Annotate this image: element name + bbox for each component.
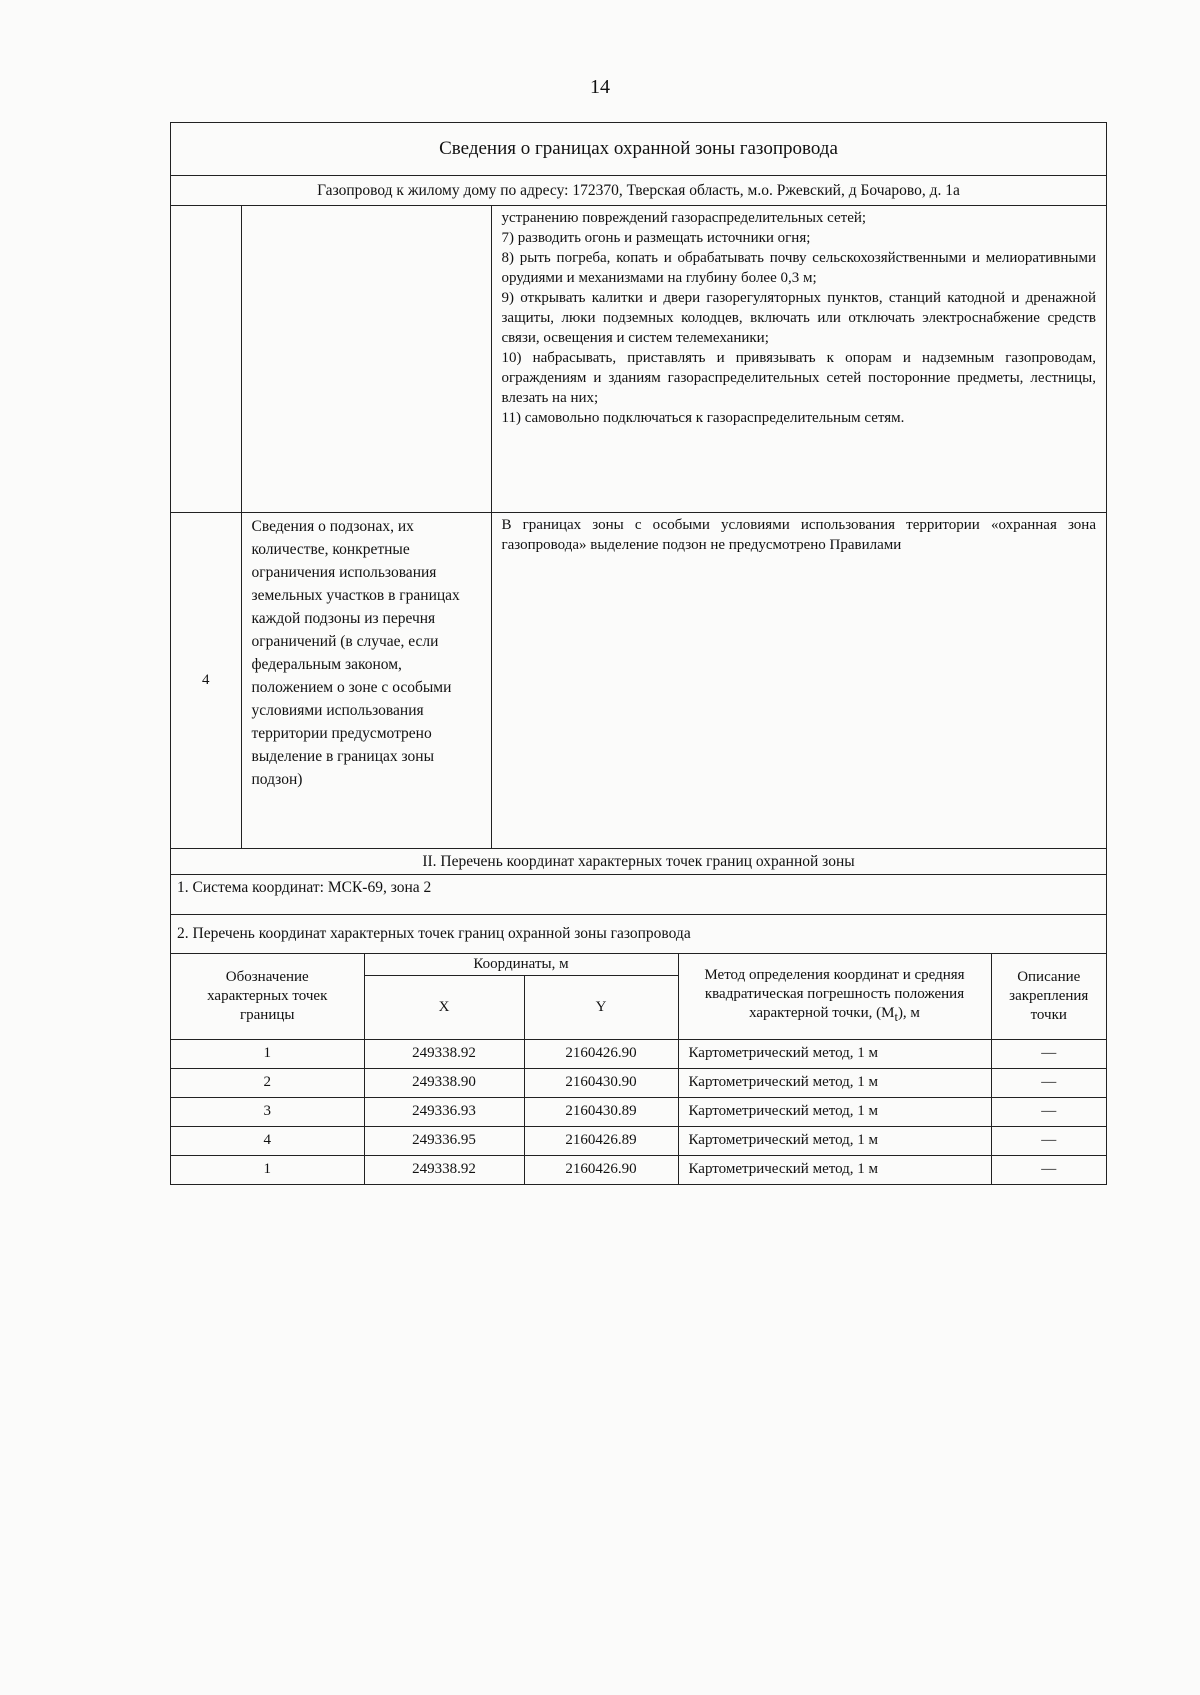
table-row bbox=[171, 1097, 1106, 1126]
point-y: 2160430.89 bbox=[524, 1097, 678, 1126]
table-row bbox=[171, 1126, 1106, 1155]
header-description: Описание закрепления точки bbox=[991, 953, 1106, 1039]
subzones-label: Сведения о подзонах, их количестве, конкретные ограничения использования земельных участков в границах каждой подзоны из перечня ограничений (в случае, если федеральным законом, положением о зоне с особыми условиями использования территории предусмотрено выделение в границах зоны подзон) bbox=[241, 512, 491, 848]
table-row bbox=[171, 1068, 1106, 1097]
point-id: 3 bbox=[171, 1097, 364, 1126]
header-method-sub: t bbox=[894, 1009, 898, 1024]
point-x: 249338.92 bbox=[364, 1039, 524, 1068]
table-title: Сведения о границах охранной зоны газопровода bbox=[171, 123, 1106, 176]
point-x: 249338.90 bbox=[364, 1068, 524, 1097]
point-desc: — bbox=[991, 1039, 1106, 1068]
restriction-item: 8) рыть погреба, копать и обрабатывать почву сельскохозяйственными и мелиоративными орудиями и механизмами на глубину более 0,3 м; bbox=[501, 250, 1096, 286]
restrictions-list bbox=[491, 206, 1106, 512]
restriction-item: устранению повреждений газораспределительных сетей; bbox=[501, 210, 867, 226]
restriction-item: 10) набрасывать, приставлять и привязывать к опорам и надземным газопроводам, ограждениям и зданиям газораспределительных сетей посторонние предметы, лестницы, влезать на них; bbox=[501, 350, 1096, 406]
point-desc: — bbox=[991, 1126, 1106, 1155]
point-y: 2160426.89 bbox=[524, 1126, 678, 1155]
point-method: Картометрический метод, 1 м bbox=[678, 1126, 991, 1155]
point-desc: — bbox=[991, 1155, 1106, 1184]
header-x: X bbox=[364, 975, 524, 1039]
coords-list-title: 2. Перечень координат характерных точек границ охранной зоны газопровода bbox=[177, 924, 691, 942]
row-number: 4 bbox=[171, 512, 241, 848]
point-id: 1 bbox=[171, 1039, 364, 1068]
restriction-item: 11) самовольно подключаться к газораспределительным сетям. bbox=[501, 410, 905, 426]
point-method: Картометрический метод, 1 м bbox=[678, 1039, 991, 1068]
restriction-item: 9) открывать калитки и двери газорегуляторных пунктов, станций катодной и дренажной защиты, люки подземных колодцев, включать или отключать электроснабжение средств связи, освещения и систем телемеханики; bbox=[501, 290, 1096, 346]
point-x: 249336.93 bbox=[364, 1097, 524, 1126]
coordinates-table bbox=[171, 953, 1106, 1185]
object-address: Газопровод к жилому дому по адресу: 172370, Тверская область, м.о. Ржевский, д Бочарово, д. 1а bbox=[171, 176, 1106, 206]
point-id: 2 bbox=[171, 1068, 364, 1097]
header-y: Y bbox=[524, 975, 678, 1039]
point-x: 249338.92 bbox=[364, 1155, 524, 1184]
row-number-cell bbox=[171, 206, 241, 512]
header-coordinates: Координаты, м bbox=[364, 953, 678, 975]
restriction-item: 7) разводить огонь и размещать источники огня; bbox=[501, 230, 811, 246]
point-y: 2160430.90 bbox=[524, 1068, 678, 1097]
point-method: Картометрический метод, 1 м bbox=[678, 1155, 991, 1184]
table-row bbox=[171, 1155, 1106, 1184]
info-rows bbox=[171, 206, 1106, 849]
point-method: Картометрический метод, 1 м bbox=[678, 1097, 991, 1126]
header-method bbox=[678, 953, 991, 1039]
header-method-tail: ), м bbox=[897, 1004, 920, 1021]
point-id: 4 bbox=[171, 1126, 364, 1155]
point-desc: — bbox=[991, 1068, 1106, 1097]
header-method-text: Метод определения координат и средняя квадратическая погрешность положения характерной точки, (M bbox=[704, 966, 965, 1021]
table-row bbox=[171, 206, 1106, 512]
row-label-cell bbox=[241, 206, 491, 512]
coordinate-system: 1. Система координат: МСК-69, зона 2 bbox=[171, 875, 1106, 915]
point-method: Картометрический метод, 1 м bbox=[678, 1068, 991, 1097]
point-id: 1 bbox=[171, 1155, 364, 1184]
section2-heading: II. Перечень координат характерных точек границ охранной зоны bbox=[171, 849, 1106, 875]
point-y: 2160426.90 bbox=[524, 1039, 678, 1068]
header-designation: Обозначение характерных точек границы bbox=[171, 953, 364, 1039]
table-row bbox=[171, 1039, 1106, 1068]
zone-info-table bbox=[170, 122, 1107, 1185]
point-y: 2160426.90 bbox=[524, 1155, 678, 1184]
point-desc: — bbox=[991, 1097, 1106, 1126]
point-x: 249336.95 bbox=[364, 1126, 524, 1155]
table-row bbox=[171, 512, 1106, 848]
subzones-value: В границах зоны с особыми условиями использования территории «охранная зона газопровода» выделение подзон не предусмотрено Правилами bbox=[491, 512, 1106, 848]
page-number: 14 bbox=[590, 76, 610, 98]
